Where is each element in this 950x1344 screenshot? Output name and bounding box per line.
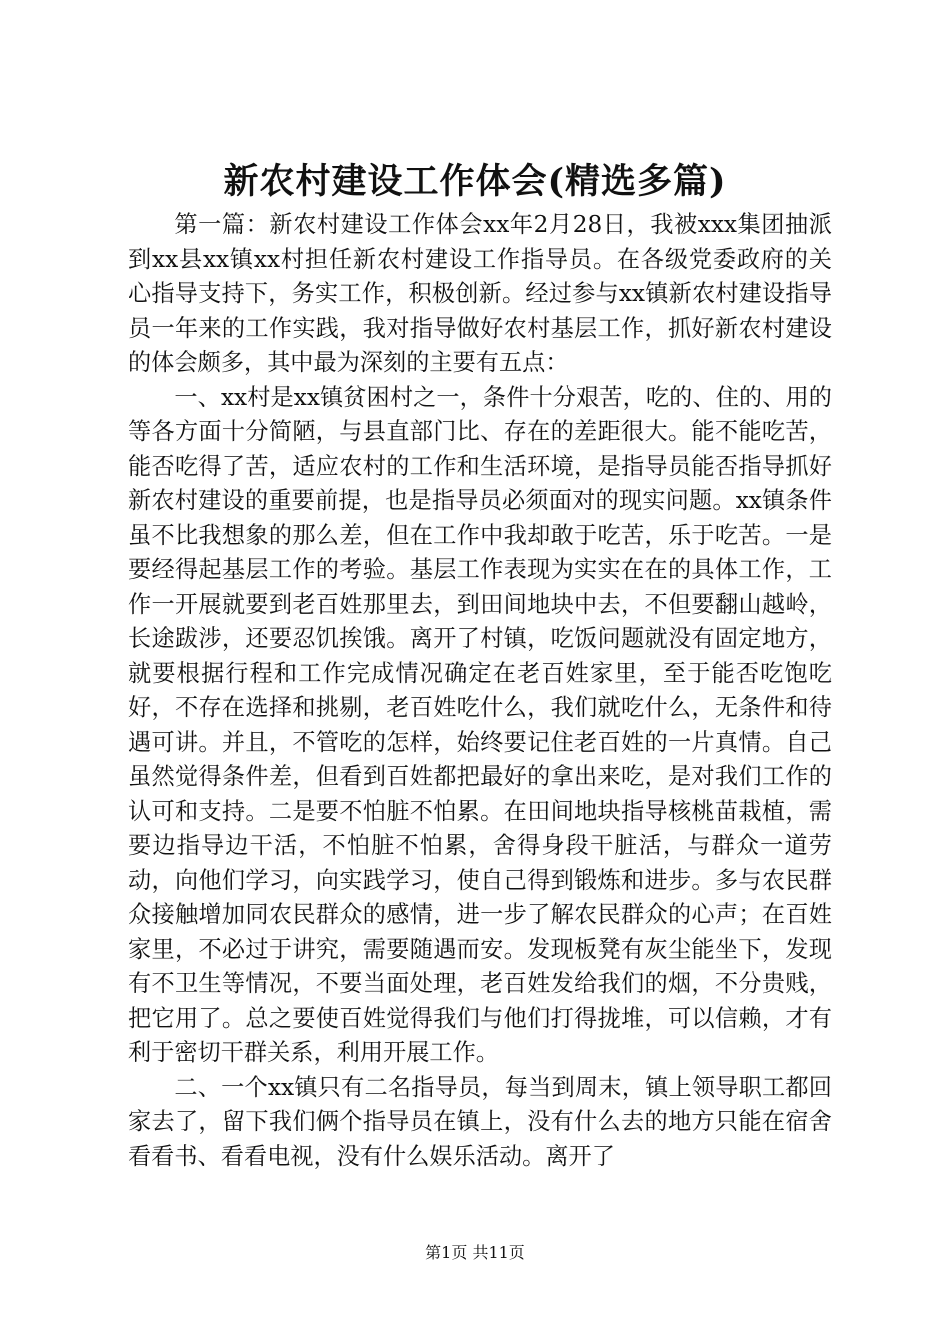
paragraph-3: 二、一个xx镇只有二名指导员，每当到周末，镇上领导职工都回家去了，留下我们俩个指导员在镇上，没有什么去的地方只能在宿舍看看书、看看电视，没有什么娱乐活动。离开了 <box>128 1073 832 1170</box>
document-body <box>128 208 832 1174</box>
paragraph-1: 第一篇：新农村建设工作体会xx年2月28日，我被xxx集团抽派到xx县xx镇xx村担任新农村建设工作指导员。在各级党委政府的关心指导支持下，务实工作，积极创新。经过参与xx镇新农村建设指导员一年来的工作实践，我对指导做好农村基层工作，抓好新农村建设的体会颇多，其中最为深刻的主要有五点： <box>128 211 832 376</box>
page-footer: 第1页 共11页 <box>425 1243 525 1262</box>
document-title: 新农村建设工作体会(精选多篇) <box>223 161 727 202</box>
paragraph-2: 一、xx村是xx镇贫困村之一，条件十分艰苦，吃的、住的、用的等各方面十分简陋，与县直部门比、存在的差距很大。能不能吃苦，能否吃得了苦，适应农村的工作和生活环境，是指导员能否指导抓好新农村建设的重要前提，也是指导员必须面对的现实问题。xx镇条件虽不比我想象的那么差，但在工作中我却敢于吃苦，乐于吃苦。一是要经得起基层工作的考验。基层工作表现为实实在在的具体工作，工作一开展就要到老百姓那里去，到田间地块中去，不但要翻山越岭，长途跋涉，还要忍饥挨饿。离开了村镇，吃饭问题就没有固定地方，就要根据行程和工作完成情况确定在老百姓家里，至于能否吃饱吃好，不存在选择和挑剔，老百姓吃什么，我们就吃什么，无条件和待遇可讲。并且，不管吃的怎样，始终要记住老百姓的一片真情。自己虽然觉得条件差，但看到百姓都把最好的拿出来吃，是对我们工作的认可和支持。二是要不怕脏不怕累。在田间地块指导核桃苗栽植，需要边指导边干活，不怕脏不怕累，舍得身段干脏活，与群众一道劳动，向他们学习，向实践学习，使自己得到锻炼和进步。多与农民群众接触增加同农民群众的感情，进一步了解农民群众的心声；在百姓家里，不必过于讲究，需要随遇而安。发现板凳有灰尘能坐下，发现有不卫生等情况，不要当面处理，老百姓发给我们的烟，不分贵贱，把它用了。总之要使百姓觉得我们与他们打得拢堆，可以信赖，才有利于密切干群关系，利用开展工作。 <box>128 383 832 1066</box>
